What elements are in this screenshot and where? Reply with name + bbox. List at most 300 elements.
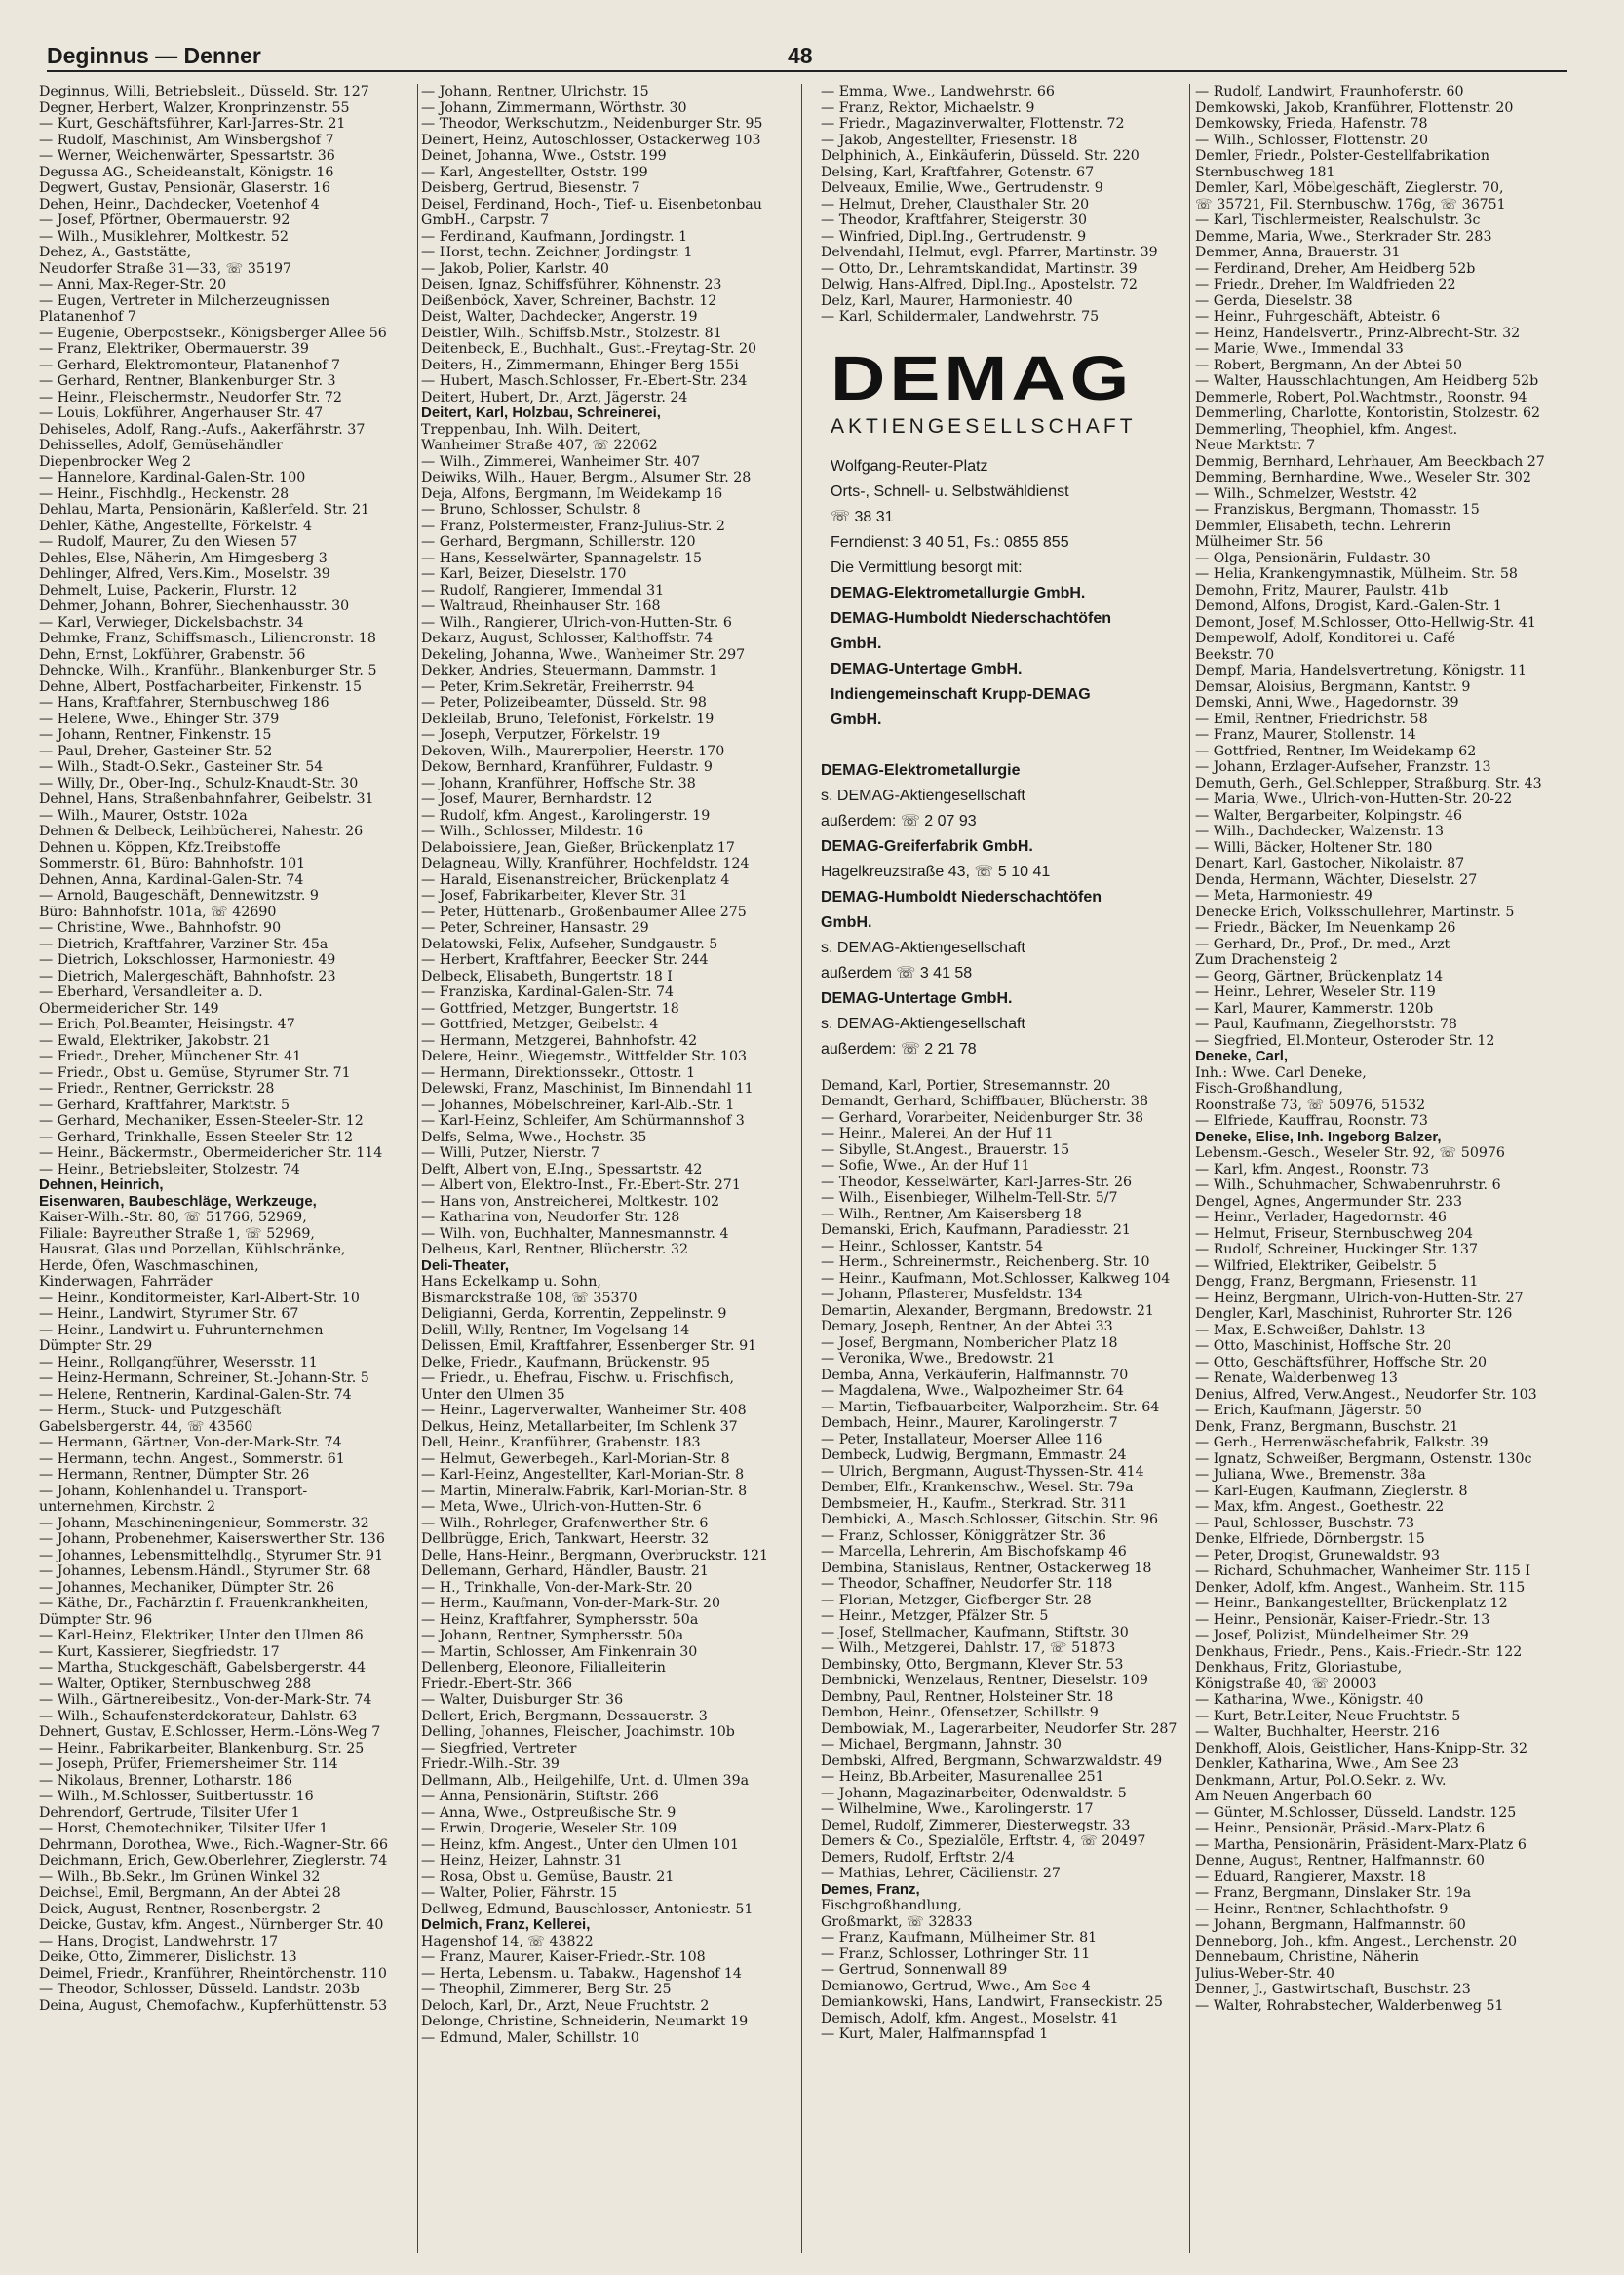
directory-entry: — Kurt, Maler, Halfmannspfad 1 (821, 2026, 1049, 2042)
directory-entry: — Josef, Stellmacher, Kaufmann, Stiftstr. 30 (821, 1624, 1129, 1640)
directory-entry: — Josef, Bergmann, Nombericher Platz 18 (821, 1334, 1118, 1351)
directory-entry: — Heinz, Heizer, Lahnstr. 31 (421, 1853, 623, 1869)
directory-entry: Zum Drachensteig 2 (1195, 952, 1338, 968)
directory-entry: Demmerling, Theophiel, kfm. Angest. (1195, 421, 1458, 438)
directory-entry: — Paul, Dreher, Gasteiner Str. 52 (39, 743, 273, 759)
directory-entry: — Heinr., Lehrer, Weseler Str. 119 (1195, 984, 1436, 1000)
directory-entry: — Heinz, kfm. Angest., Unter den Ulmen 101 (421, 1836, 740, 1853)
directory-entry: — Johann, Kranführer, Hoffsche Str. 38 (421, 775, 696, 791)
directory-entry: — Josef, Maurer, Bernhardstr. 12 (421, 791, 653, 807)
directory-entry: Die Vermittlung besorgt mit: (831, 559, 1023, 576)
directory-entry: Delheus, Karl, Rentner, Blücherstr. 32 (421, 1242, 689, 1257)
directory-entry: — Helene, Wwe., Ehinger Str. 379 (39, 711, 280, 727)
directory-entry: — Johann, Zimmermann, Wörthstr. 30 (421, 99, 687, 116)
directory-entry: Deisel, Ferdinand, Hoch-, Tief- u. Eisenbetonbau (421, 196, 762, 212)
directory-entry: Denart, Karl, Gastocher, Nikolaistr. 87 (1195, 856, 1465, 871)
directory-entry: Denner, J., Gastwirtschaft, Buschstr. 23 (1195, 1982, 1471, 1997)
directory-entry: Dembnicki, Wenzelaus, Rentner, Dieselstr. 109 (821, 1673, 1148, 1688)
directory-entry: Roonstraße 73, ☏ 50976, 51532 (1195, 1097, 1426, 1113)
directory-entry: — Gottfried, Rentner, Im Weidekamp 62 (1195, 743, 1477, 759)
directory-entry: — Heinr., Konditormeister, Karl-Albert-Str. 10 (39, 1290, 360, 1306)
directory-entry: Königstraße 40, ☏ 20003 (1195, 1676, 1377, 1692)
directory-entry: Inh.: Wwe. Carl Deneke, (1195, 1064, 1367, 1081)
directory-entry: — Heinr., Malerei, An der Huf 11 (821, 1126, 1054, 1141)
directory-entry: — Dietrich, Kraftfahrer, Varziner Str. 45a (39, 936, 329, 952)
directory-entry: — Anna, Wwe., Ostpreußische Str. 9 (421, 1804, 677, 1821)
directory-entry: Dember, Elfr., Krankenschw., Wesel. Str. 79a (821, 1480, 1134, 1495)
directory-entry: — Herta, Lebensm. u. Tabakw., Hagenshof 14 (421, 1965, 742, 1982)
directory-entry: Demont, Josef, M.Schlosser, Otto-Hellwig-Str. 41 (1195, 614, 1536, 631)
directory-entry: Deist, Walter, Dachdecker, Angerstr. 19 (421, 309, 698, 325)
directory-entry: — Wilh., Schuhmacher, Schwabenruhrstr. 6 (1195, 1177, 1501, 1193)
column-divider (801, 84, 802, 2253)
directory-entry: — Karl, Schildermaler, Landwehrstr. 75 (821, 309, 1100, 325)
directory-entry: Unter den Ulmen 35 (421, 1386, 565, 1403)
directory-entry: — Gerhard, Rentner, Blankenburger Str. 3 (39, 373, 336, 389)
directory-entry: Delveaux, Emilie, Wwe., Gertrudenstr. 9 (821, 180, 1103, 196)
directory-entry: — Peter, Installateur, Moerser Allee 116 (821, 1431, 1102, 1447)
directory-entry: — Eduard, Rangierer, Maxstr. 18 (1195, 1869, 1426, 1885)
directory-entry: Denneborg, Joh., kfm. Angest., Lerchenstr. 20 (1195, 1933, 1518, 1949)
directory-entry: — Johann, Bergmann, Halfmannstr. 60 (1195, 1917, 1466, 1933)
directory-entry: — Otto, Dr., Lehramtskandidat, Martinstr. 39 (821, 260, 1138, 277)
directory-entry: — Eberhard, Versandleiter a. D. (39, 984, 263, 1000)
directory-entry: — Karl-Heinz, Elektriker, Unter den Ulmen 86 (39, 1628, 364, 1643)
directory-entry: GmbH., Carpstr. 7 (421, 212, 550, 228)
directory-entry: — Friedr., Dreher, Münchener Str. 41 (39, 1049, 302, 1064)
directory-entry: Dümpter Str. 29 (39, 1338, 153, 1354)
directory-entry: — Walter, Hausschlachtungen, Am Heidberg 52b (1195, 373, 1539, 389)
directory-entry: Dempf, Maria, Handelsvertretung, Königstr. 11 (1195, 663, 1527, 678)
directory-entry: Beekstr. 70 (1195, 646, 1275, 663)
directory-entry: Dekeling, Johanna, Wwe., Wanheimer Str. 297 (421, 646, 746, 663)
directory-entry: Deli-Theater, (421, 1257, 510, 1274)
directory-entry: Degner, Herbert, Walzer, Kronprinzenstr. 55 (39, 99, 350, 116)
directory-entry: — Anna, Pensionärin, Stiftstr. 266 (421, 1789, 659, 1804)
directory-entry: Kaiser-Wilh.-Str. 80, ☏ 51766, 52969, (39, 1210, 307, 1225)
directory-entry: — Josef, Polizist, Mündelheimer Str. 29 (1195, 1628, 1469, 1643)
directory-entry: — H., Trinkhalle, Von-der-Mark-Str. 20 (421, 1579, 693, 1596)
directory-entry: Friedr.-Ebert-Str. 366 (421, 1676, 573, 1692)
directory-entry: — Dietrich, Lokschlosser, Harmoniestr. 49 (39, 952, 336, 968)
directory-entry: — Wilh., Dachdecker, Walzenstr. 13 (1195, 824, 1444, 839)
directory-entry: Deja, Alfons, Bergmann, Im Weidekamp 16 (421, 485, 723, 502)
directory-entry: — Theodor, Schlosser, Düsseld. Landstr. 203b (39, 1982, 360, 1997)
directory-entry: — Franz, Elektriker, Obermauerstr. 39 (39, 341, 309, 357)
directory-entry: — Jakob, Angestellter, Friesenstr. 18 (821, 132, 1078, 148)
directory-entry: Demianowo, Gertrud, Wwe., Am See 4 (821, 1978, 1091, 1994)
directory-entry: — Gerhard, Kraftfahrer, Marktstr. 5 (39, 1097, 290, 1113)
directory-entry: — Käthe, Dr., Fachärztin f. Frauenkrankheiten, (39, 1596, 369, 1611)
directory-entry: — Friedr., Obst u. Gemüse, Styrumer Str. 71 (39, 1064, 351, 1081)
directory-entry: — Waltraud, Rheinhauser Str. 168 (421, 598, 661, 614)
directory-entry: — Rudolf, Maschinist, Am Winsbergshof 7 (39, 132, 334, 148)
directory-entry: — Heinr., Fischhdlg., Heckenstr. 28 (39, 485, 290, 502)
directory-entry: Deisberg, Gertrud, Biesenstr. 7 (421, 180, 640, 196)
directory-entry: — Elfriede, Kauffrau, Roonstr. 73 (1195, 1113, 1428, 1129)
directory-entry: — Johann, Rentner, Finkenstr. 15 (39, 727, 272, 743)
directory-entry: s. DEMAG-Aktiengesellschaft (821, 787, 1025, 804)
directory-entry: — Heinr., Fabrikarbeiter, Blankenburg. Str. 25 (39, 1740, 365, 1756)
directory-entry: Dehisselles, Adolf, Gemüsehändler (39, 438, 283, 453)
directory-entry: — Hans, Kraftfahrer, Sternbuschweg 186 (39, 695, 329, 711)
directory-entry: Dehmelt, Luise, Packerin, Flurstr. 12 (39, 582, 298, 598)
directory-entry: — Meta, Wwe., Ulrich-von-Hutten-Str. 6 (421, 1499, 702, 1515)
column-3-top (821, 84, 1183, 326)
directory-entry: — Max, kfm. Angest., Goethestr. 22 (1195, 1499, 1445, 1515)
directory-entry: — Herbert, Kraftfahrer, Beecker Str. 244 (421, 952, 709, 968)
directory-entry: — Albert von, Elektro-Inst., Fr.-Ebert-Str. 271 (421, 1177, 741, 1193)
directory-entry: — Willi, Putzer, Nierstr. 7 (421, 1145, 600, 1161)
column-1 (39, 84, 413, 2257)
directory-entry: Deinert, Heinz, Autoschlosser, Ostackerweg 103 (421, 132, 761, 148)
directory-entry: — Johann, Pflasterer, Musfeldstr. 134 (821, 1287, 1083, 1302)
directory-entry: Orts-, Schnell- u. Selbstwähldienst (831, 482, 1069, 500)
directory-entry: — Anni, Max-Reger-Str. 20 (39, 277, 227, 292)
directory-entry: — Katharina, Wwe., Königstr. 40 (1195, 1692, 1424, 1708)
directory-entry: — Theodor, Kesselwärter, Karl-Jarres-Str. 26 (821, 1174, 1132, 1190)
directory-entry: — Rudolf, kfm. Angest., Karolingerstr. 19 (421, 807, 711, 824)
directory-entry: Demler, Friedr., Polster-Gestellfabrikation (1195, 148, 1490, 164)
directory-entry: — Nikolaus, Brenner, Lotharstr. 186 (39, 1772, 293, 1789)
directory-entry: Demba, Anna, Verkäuferin, Halfmannstr. 70 (821, 1367, 1129, 1383)
directory-entry: — Edmund, Maler, Schillstr. 10 (421, 2029, 639, 2046)
page-number: 48 (788, 43, 813, 68)
directory-entry: Dembny, Paul, Rentner, Holsteiner Str. 18 (821, 1688, 1114, 1705)
directory-entry: — Gerh., Herrenwäschefabrik, Falkstr. 39 (1195, 1435, 1489, 1450)
directory-entry: — Paul, Kaufmann, Ziegelhorststr. 78 (1195, 1017, 1457, 1032)
directory-entry: Delsing, Karl, Kraftfahrer, Gotenstr. 67 (821, 164, 1095, 180)
directory-entry: Demski, Anni, Wwe., Hagedornstr. 39 (1195, 695, 1459, 711)
directory-entry: — Heinr., Pensionär, Präsid.-Marx-Platz 6 (1195, 1821, 1486, 1836)
directory-entry: — Johann, Kohlenhandel u. Transport- (39, 1483, 308, 1499)
demag-subtitle: AKTIENGESELLSCHAFT (831, 414, 1137, 438)
directory-entry: — Louis, Lokführer, Angerhauser Str. 47 (39, 405, 324, 421)
directory-entry: Demes, Franz, (821, 1881, 920, 1898)
directory-entry: Degussa AG., Scheideanstalt, Königstr. 16 (39, 164, 334, 180)
directory-entry: — Helene, Rentnerin, Kardinal-Galen-Str. 74 (39, 1386, 352, 1403)
directory-entry: Neudorfer Straße 31—33, ☏ 35197 (39, 260, 292, 277)
directory-entry: — Herm., Stuck- und Putzgeschäft (39, 1403, 282, 1418)
directory-entry: Dehez, A., Gaststätte, (39, 245, 192, 260)
directory-entry: — Gerhard, Trinkhalle, Essen-Steeler-Str. 12 (39, 1129, 353, 1145)
directory-entry: Dengler, Karl, Maschinist, Ruhrorter Str. 126 (1195, 1306, 1513, 1322)
directory-entry: Dekoven, Wilh., Maurerpolier, Heerstr. 170 (421, 743, 725, 759)
directory-entry: Dengg, Franz, Bergmann, Friesenstr. 11 (1195, 1274, 1479, 1290)
directory-entry: Eisenwaren, Baubeschläge, Werkzeuge, (39, 1193, 317, 1210)
directory-entry: — Wilhelmine, Wwe., Karolingerstr. 17 (821, 1801, 1094, 1817)
directory-entry: — Gerhard, Dr., Prof., Dr. med., Arzt (1195, 936, 1450, 952)
directory-entry: — Joseph, Prüfer, Friemersheimer Str. 114 (39, 1756, 338, 1772)
directory-entry: Mülheimer Str. 56 (1195, 534, 1324, 550)
directory-entry: — Wilh., Musiklehrer, Moltkestr. 52 (39, 228, 289, 245)
directory-entry: — Willi, Bäcker, Holtener Str. 180 (1195, 839, 1433, 856)
directory-entry: — Heinz, Handelsvertr., Prinz-Albrecht-Str. 32 (1195, 325, 1521, 341)
directory-entry: Demuth, Gerh., Gel.Schlepper, Straßburg. Str. 43 (1195, 775, 1542, 791)
header-rule (47, 70, 1567, 72)
directory-entry: — Peter, Hüttenarb., Großenbaumer Allee 275 (421, 904, 747, 920)
directory-entry: Gabelsbergerstr. 44, ☏ 43560 (39, 1418, 253, 1435)
column-3 (821, 84, 1183, 2257)
directory-entry: DEMAG-Elektrometallurgie (821, 761, 1021, 779)
running-head: Deginnus — Denner (47, 43, 261, 68)
column-3-rest (821, 1078, 1183, 2043)
directory-entry: Dembski, Alfred, Bergmann, Schwarzwaldstr. 49 (821, 1753, 1163, 1769)
directory-entry: — Heinr., Pensionär, Kaiser-Friedr.-Str. 13 (1195, 1611, 1490, 1628)
directory-entry: Deloch, Karl, Dr., Arzt, Neue Fruchtstr. 2 (421, 1997, 710, 2014)
directory-entry: — Wilh., Schlosser, Mildestr. 16 (421, 824, 644, 839)
directory-entry: — Paul, Schlosser, Buschstr. 73 (1195, 1515, 1415, 1531)
directory-entry: Delewski, Franz, Maschinist, Im Binnendahl 11 (421, 1081, 754, 1097)
directory-entry: Demler, Karl, Möbelgeschäft, Zieglerstr. 70, (1195, 180, 1504, 196)
directory-entry: Dembach, Heinr., Maurer, Karolingerstr. 7 (821, 1415, 1118, 1431)
directory-entry: — Hans, Kesselwärter, Spannagelstr. 15 (421, 550, 703, 566)
directory-entry: Delagneau, Willy, Kranführer, Hochfeldstr. 124 (421, 856, 750, 871)
directory-entry: — Hubert, Masch.Schlosser, Fr.-Ebert-Str. 234 (421, 373, 748, 389)
directory-entry: Dehlau, Marta, Pensionärin, Kaßlerfeld. Str. 21 (39, 502, 370, 518)
directory-entry: — Michael, Bergmann, Jahnstr. 30 (821, 1737, 1062, 1753)
directory-entry: Deicke, Gustav, kfm. Angest., Nürnberger Str. 40 (39, 1917, 384, 1933)
directory-entry: Dehen, Heinr., Dachdecker, Voetenhof 4 (39, 196, 320, 212)
directory-entry: Demisch, Adolf, kfm. Angest., Moselstr. 41 (821, 2010, 1119, 2026)
directory-entry: — Franz, Bergmann, Dinslaker Str. 19a (1195, 1885, 1472, 1901)
directory-entry: — Erich, Kaufmann, Jägerstr. 50 (1195, 1403, 1422, 1418)
directory-entry: — Rosa, Obst u. Gemüse, Baustr. 21 (421, 1869, 675, 1885)
directory-entry: — Sibylle, St.Angest., Brauerstr. 15 (821, 1141, 1070, 1158)
directory-entry: — Hermann, Direktionssekr., Ottostr. 1 (421, 1064, 696, 1081)
directory-entry: Denius, Alfred, Verw.Angest., Neudorfer Str. 103 (1195, 1386, 1537, 1403)
directory-entry: Friedr.-Wilh.-Str. 39 (421, 1756, 560, 1772)
directory-entry: — Rudolf, Maurer, Zu den Wiesen 57 (39, 534, 298, 550)
directory-entry: — Olga, Pensionärin, Fuldastr. 30 (1195, 550, 1431, 566)
directory-entry: s. DEMAG-Aktiengesellschaft (821, 939, 1025, 956)
directory-entry: — Gerhard, Elektromonteur, Platanenhof 7 (39, 357, 341, 373)
directory-entry: GmbH. (831, 711, 882, 728)
directory-entry: — Ferdinand, Dreher, Am Heidberg 52b (1195, 260, 1476, 277)
directory-entry: — Hermann, Gärtner, Von-der-Mark-Str. 74 (39, 1435, 342, 1450)
directory-entry: — Joseph, Verputzer, Förkelstr. 19 (421, 727, 661, 743)
directory-entry: Dehnen, Anna, Kardinal-Galen-Str. 74 (39, 871, 304, 888)
directory-entry: Dehnert, Gustav, E.Schlosser, Herm.-Löns-Weg 7 (39, 1724, 381, 1740)
directory-entry: — Heinr., Landwirt u. Fuhrunternehmen (39, 1322, 324, 1338)
directory-entry: Delphinich, A., Einkäuferin, Düsseld. Str. 220 (821, 148, 1140, 164)
directory-entry: — Wilh., Rentner, Am Kaisersberg 18 (821, 1206, 1082, 1222)
directory-entry: Bismarckstraße 108, ☏ 35370 (421, 1290, 638, 1306)
directory-entry: — Werner, Weichenwärter, Spessartstr. 36 (39, 148, 335, 164)
directory-entry: — Katharina von, Neudorfer Str. 128 (421, 1210, 680, 1225)
directory-entry: — Gertrud, Sonnenwall 89 (821, 1962, 1008, 1978)
directory-entry: Treppenbau, Inh. Wilh. Deitert, (421, 421, 641, 438)
directory-entry: — Heinr., Rollgangführer, Wesersstr. 11 (39, 1354, 318, 1370)
directory-entry: — Veronika, Wwe., Bredowstr. 21 (821, 1351, 1056, 1367)
directory-entry: ☏ 35721, Fil. Sternbuschw. 176g, ☏ 36751 (1195, 196, 1506, 212)
directory-entry: Demiankowski, Hans, Landwirt, Franseckistr. 25 (821, 1994, 1163, 2010)
directory-entry: — Wilh., Rohrleger, Grafenwerther Str. 6 (421, 1515, 709, 1531)
directory-entry: — Heinr., Landwirt, Styrumer Str. 67 (39, 1306, 299, 1322)
directory-entry: DEMAG-Humboldt Niederschachtöfen (821, 888, 1102, 906)
directory-entry: — Mathias, Lehrer, Cäcilienstr. 27 (821, 1866, 1061, 1881)
demag-logo: DEMAG (831, 342, 1134, 413)
directory-entry: Dehiseles, Adolf, Rang.-Aufs., Aakerfährstr. 37 (39, 421, 366, 438)
directory-entry: Demmler, Elisabeth, techn. Lehrerin (1195, 518, 1451, 534)
directory-entry: — Franz, Rektor, Michaelstr. 9 (821, 99, 1035, 116)
directory-entry: — Friedr., Rentner, Gerrickstr. 28 (39, 1081, 275, 1097)
directory-entry: Dehnen u. Köppen, Kfz.Treibstoffe (39, 839, 281, 856)
directory-entry: — Heinr., Metzger, Pfälzer Str. 5 (821, 1608, 1049, 1624)
directory-entry: — Gerda, Dieselstr. 38 (1195, 292, 1353, 309)
directory-entry: — Peter, Polizeibeamter, Düsseld. Str. 98 (421, 695, 707, 711)
directory-entry: — Martin, Mineralw.Fabrik, Karl-Morian-Str. 8 (421, 1483, 748, 1499)
directory-entry: — Otto, Maschinist, Hoffsche Str. 20 (1195, 1338, 1451, 1354)
directory-entry: Hausrat, Glas und Porzellan, Kühlschränke, (39, 1242, 346, 1257)
directory-entry: — Wilh. von, Buchhalter, Mannesmannstr. 4 (421, 1225, 729, 1242)
directory-entry: — Friedr., u. Ehefrau, Fischw. u. Frischfisch, (421, 1370, 735, 1386)
directory-entry: — Renate, Walderbenweg 13 (1195, 1370, 1398, 1386)
directory-entry: Dellbrügge, Erich, Tankwart, Heerstr. 32 (421, 1531, 710, 1547)
directory-entry: — Gerhard, Mechaniker, Essen-Steeler-Str. 12 (39, 1113, 364, 1129)
directory-entry: — Hans, Drogist, Landwehrstr. 17 (39, 1933, 279, 1949)
directory-entry: Delvendahl, Helmut, evgl. Pfarrer, Martinstr. 39 (821, 245, 1158, 260)
directory-entry: Hagelkreuzstraße 43, ☏ 5 10 41 (821, 863, 1051, 880)
directory-entry: Delwig, Hans-Alfred, Dipl.Ing., Apostelstr. 72 (821, 277, 1138, 292)
directory-entry: Denke, Elfriede, Dörnbergstr. 15 (1195, 1531, 1425, 1547)
directory-entry: — Jakob, Polier, Karlstr. 40 (421, 260, 609, 277)
directory-entry: — Harald, Eisenanstreicher, Brückenplatz 4 (421, 871, 730, 888)
directory-entry: — Walter, Polier, Fährstr. 15 (421, 1885, 618, 1901)
directory-entry: Deitenbeck, E., Buchhalt., Gust.-Freytag-Str. 20 (421, 341, 757, 357)
directory-entry: — Johannes, Möbelschreiner, Karl-Alb.-Str. 1 (421, 1097, 735, 1113)
directory-entry: — Karl-Heinz, Angestellter, Karl-Morian-Str. 8 (421, 1467, 745, 1483)
directory-entry: — Ulrich, Bergmann, August-Thyssen-Str. 414 (821, 1463, 1144, 1480)
directory-entry: — Meta, Harmoniestr. 49 (1195, 888, 1373, 904)
directory-entry: — Erwin, Drogerie, Weseler Str. 109 (421, 1821, 677, 1836)
directory-entry: — Georg, Gärtner, Brückenplatz 14 (1195, 968, 1444, 984)
directory-entry: Demers, Rudolf, Erftstr. 2/4 (821, 1849, 1015, 1866)
directory-entry: Denne, August, Rentner, Halfmannstr. 60 (1195, 1853, 1485, 1869)
directory-entry: Lebensm.-Gesch., Weseler Str. 92, ☏ 50976 (1195, 1145, 1505, 1161)
directory-entry: DEMAG-Untertage GmbH. (831, 660, 1023, 677)
directory-entry: DEMAG-Humboldt Niederschachtöfen (831, 609, 1112, 627)
directory-entry: Dellenberg, Eleonore, Filialleiterin (421, 1660, 666, 1676)
directory-entry: — Friedr., Bäcker, Im Neuenkamp 26 (1195, 920, 1456, 936)
directory-entry: Denda, Hermann, Wächter, Dieselstr. 27 (1195, 871, 1478, 888)
directory-entry: Dekow, Bernhard, Kranführer, Fuldastr. 9 (421, 759, 713, 775)
directory-entry: — Siegfried, El.Monteur, Osteroder Str. 12 (1195, 1032, 1495, 1049)
directory-entry: — Helmut, Friseur, Sternbuschweg 204 (1195, 1225, 1474, 1242)
directory-entry: — Theodor, Werkschutzm., Neidenburger Str. 95 (421, 116, 763, 132)
directory-entry: — Horst, Chemotechniker, Tilsiter Ufer 1 (39, 1821, 329, 1836)
directory-entry: Deichmann, Erich, Gew.Oberlehrer, Zieglerstr. 74 (39, 1853, 388, 1869)
directory-entry: — Rudolf, Schreiner, Huckinger Str. 137 (1195, 1242, 1478, 1257)
directory-entry: Hagenshof 14, ☏ 43822 (421, 1933, 594, 1949)
directory-entry: Großmarkt, ☏ 32833 (821, 1913, 973, 1930)
directory-entry: — Johannes, Mechaniker, Dümpter Str. 26 (39, 1579, 335, 1596)
directory-entry: — Wilh., Gärtnereibesitz., Von-der-Mark-Str. 74 (39, 1692, 372, 1708)
directory-entry: — Johann, Rentner, Symphersstr. 50a (421, 1628, 684, 1643)
directory-entry: — Theodor, Kraftfahrer, Steigerstr. 30 (821, 212, 1088, 228)
directory-entry: — Ignatz, Schweißer, Bergmann, Ostenstr. 130c (1195, 1450, 1532, 1467)
directory-entry: Deick, August, Rentner, Rosenbergstr. 2 (39, 1901, 321, 1917)
directory-entry: Neue Marktstr. 7 (1195, 438, 1316, 453)
directory-entry: Denkhaus, Fritz, Gloriastube, (1195, 1660, 1403, 1676)
directory-entry: Dembina, Stanislaus, Rentner, Ostackerweg 18 (821, 1560, 1152, 1576)
directory-entry: Dehne, Albert, Postfacharbeiter, Finkenstr. 15 (39, 678, 363, 695)
directory-entry: — Franziska, Kardinal-Galen-Str. 74 (421, 984, 675, 1000)
directory-entry: — Dietrich, Malergeschäft, Bahnhofstr. 23 (39, 968, 336, 984)
directory-entry: — Johann, Maschineningenieur, Sommerstr. 32 (39, 1515, 369, 1531)
directory-entry: — Heinz, Bb.Arbeiter, Masurenallee 251 (821, 1769, 1104, 1785)
directory-entry: Dehmer, Johann, Bohrer, Siechenhausstr. 30 (39, 598, 350, 614)
directory-entry: — Martin, Schlosser, Am Finkenrain 30 (421, 1643, 698, 1660)
directory-entry: Dellweg, Edmund, Bauschlosser, Antoniestr. 51 (421, 1901, 754, 1917)
directory-entry: — Heinr., Kaufmann, Mot.Schlosser, Kalkweg 104 (821, 1270, 1171, 1287)
directory-entry: Delle, Hans-Heinr., Bergmann, Overbruckstr. 121 (421, 1547, 769, 1563)
directory-entry: Kinderwagen, Fahrräder (39, 1274, 213, 1290)
directory-entry: Dehrmann, Dorothea, Wwe., Rich.-Wagner-Str. 66 (39, 1836, 389, 1853)
column-divider (1189, 84, 1190, 2253)
directory-entry: — Florian, Metzger, Giefberger Str. 28 (821, 1592, 1092, 1608)
directory-entry: Dekleilab, Bruno, Telefonist, Förkelstr. 19 (421, 711, 715, 727)
directory-entry: Delling, Johannes, Fleischer, Joachimstr. 10b (421, 1724, 735, 1740)
directory-entry: — Wilh., M.Schlosser, Suitbertusstr. 16 (39, 1789, 314, 1804)
directory-entry: Delaboissiere, Jean, Gießer, Brückenplatz 17 (421, 839, 735, 856)
directory-entry: — Heinr., Bäckermstr., Obermeidericher Str. 114 (39, 1145, 383, 1161)
directory-entry: — Hans von, Anstreicherei, Moltkestr. 102 (421, 1193, 720, 1210)
directory-entry: — Gottfried, Metzger, Geibelstr. 4 (421, 1017, 659, 1032)
directory-entry: — Franz, Maurer, Stollenstr. 14 (1195, 727, 1416, 743)
directory-entry: — Theodor, Schaffner, Neudorfer Str. 118 (821, 1576, 1113, 1592)
directory-entry: Dellert, Erich, Bergmann, Dessauerstr. 3 (421, 1708, 708, 1724)
directory-entry: — Rudolf, Landwirt, Fraunhoferstr. 60 (1195, 84, 1464, 99)
directory-entry: Delonge, Christine, Schneiderin, Neumarkt 19 (421, 2014, 749, 2029)
directory-entry: Demanski, Erich, Kaufmann, Paradiesstr. 21 (821, 1222, 1131, 1238)
directory-entry: — Heinr., Schlosser, Kantstr. 54 (821, 1238, 1044, 1254)
directory-entry: Dehncke, Wilh., Kranführ., Blankenburger Str. 5 (39, 663, 377, 678)
directory-entry: — Eugen, Vertreter in Milcherzeugnissen (39, 292, 330, 309)
directory-entry: Am Neuen Angerbach 60 (1195, 1789, 1373, 1804)
directory-entry: — Heinz, Bergmann, Ulrich-von-Hutten-Str. 27 (1195, 1290, 1524, 1306)
directory-entry: — Marie, Wwe., Immendal 33 (1195, 341, 1404, 357)
demag-after (821, 758, 1183, 1062)
directory-entry: Diepenbrocker Weg 2 (39, 453, 191, 470)
directory-entry: — Walter, Bergarbeiter, Kolpingstr. 46 (1195, 807, 1463, 824)
directory-entry: — Theophil, Zimmerer, Berg Str. 25 (421, 1982, 672, 1997)
directory-entry: — Heinr., Bankangestellter, Brückenplatz 12 (1195, 1596, 1508, 1611)
directory-entry: — Heinr., Lagerverwalter, Wanheimer Str. 408 (421, 1403, 747, 1418)
directory-entry: — Josef, Fabrikarbeiter, Klever Str. 31 (421, 888, 688, 904)
directory-entry: Sternbuschweg 181 (1195, 164, 1335, 180)
directory-entry: Wolfgang-Reuter-Platz (831, 457, 988, 475)
directory-entry: — Willy, Dr., Ober-Ing., Schulz-Knaudt-Str. 30 (39, 775, 359, 791)
directory-entry: DEMAG-Untertage GmbH. (821, 989, 1013, 1007)
directory-entry: Denkmann, Artur, Pol.O.Sekr. z. Wv. (1195, 1772, 1447, 1789)
directory-entry: Dehmke, Franz, Schiffsmasch., Liliencronstr. 18 (39, 631, 376, 646)
directory-entry: Denkhaus, Friedr., Pens., Kais.-Friedr.-Str. 122 (1195, 1643, 1523, 1660)
directory-entry: — Herm., Schreinermstr., Reichenberg. Str. 10 (821, 1254, 1150, 1270)
directory-entry: Dehnel, Hans, Straßenbahnfahrer, Geibelstr. 31 (39, 791, 374, 807)
page-header (47, 43, 1567, 70)
directory-entry: Delft, Albert von, E.Ing., Spessartstr. 42 (421, 1161, 703, 1177)
directory-entry: Demmer, Anna, Brauerstr. 31 (1195, 245, 1401, 260)
directory-entry: — Wilh., Maurer, Oststr. 102a (39, 807, 248, 824)
directory-entry: — Hermann, techn. Angest., Sommerstr. 61 (39, 1450, 345, 1467)
directory-entry: — Martin, Tiefbauarbeiter, Walporzheim. Str. 64 (821, 1399, 1160, 1415)
directory-entry: Dembeck, Ludwig, Bergmann, Emmastr. 24 (821, 1447, 1127, 1463)
directory-entry: Demmerle, Robert, Pol.Wachtmstr., Roonstr. 94 (1195, 389, 1527, 405)
directory-entry: — Wilh., Zimmerei, Wanheimer Str. 407 (421, 453, 701, 470)
directory-entry: — Karl-Heinz, Schleifer, Am Schürmannshof 3 (421, 1113, 745, 1129)
directory-entry: — Heinr., Verlader, Hagedornstr. 46 (1195, 1210, 1447, 1225)
